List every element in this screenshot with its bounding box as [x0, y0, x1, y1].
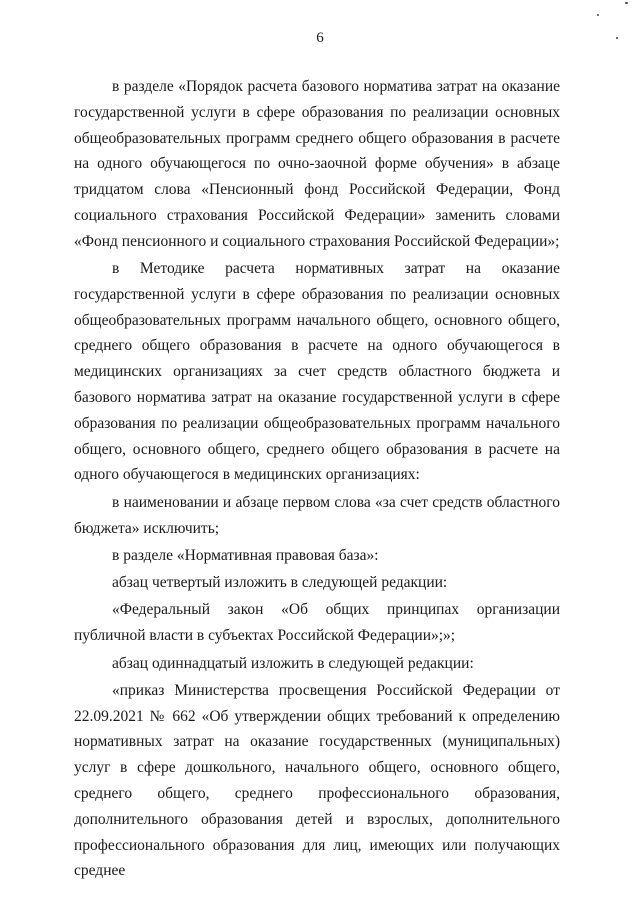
- paragraph-3: в наименовании и абзаце первом слова «за счет средств областного бюджета» исключить;: [74, 493, 560, 537]
- scan-speck: [625, 2, 628, 4]
- scan-speck: [616, 37, 618, 39]
- scan-speck: [597, 14, 599, 16]
- paragraph-4: в разделе «Нормативная правовая база»:: [112, 546, 379, 564]
- document-body: [74, 74, 560, 886]
- paragraph-8: «приказ Министерства просвещения Российской Федерации от 22.09.2021 № 662 «Об утверждении общих требований к определению нормативных затрат на оказание государственных (муниципальных) услуг в сфере дошкольного, начального общего, основного общего, среднего общего, среднего профессионального образования, дополнительного образования детей и взрослых, дополнительного профессионального образования для лиц, имеющих или получающих среднее: [74, 681, 560, 880]
- paragraph-6: «Федеральный закон «Об общих принципах организации публичной власти в субъектах Российской Федерации»;»;: [74, 601, 560, 645]
- paragraph-5: абзац четвертый изложить в следующей редакции:: [112, 574, 448, 592]
- paragraph-7: абзац одиннадцатый изложить в следующей редакции:: [112, 654, 474, 672]
- paragraph-1: в разделе «Порядок расчета базового норматива затрат на оказание государственной услуги в сфере образования по реализации основных общеобразовательных программ среднего общего образования в расчете на одного обучающегося по очно-заочной форме обучения» в абзаце тридцатом слова «Пенсионный фонд Российской Федерации, Фонд социального страхования Российской Федерации» заменить словами «Фонд пенсионного и социального страхования Российской Федерации»;: [74, 78, 560, 250]
- page-number: 6: [316, 30, 324, 46]
- paragraph-2: в Методике расчета нормативных затрат на оказание государственной услуги в сфере образования по реализации основных общеобразовательных программ начального общего, основного общего, среднего общего образования в расчете на одного обучающегося в медицинских организациях за счет средств областного бюджета и базового норматива затрат на оказание государственной услуги в сфере образования по реализации общеобразовательных программ начального общего, основного общего, среднего общего образования в расчете на одного обучающегося в медицинских организациях:: [74, 260, 560, 484]
